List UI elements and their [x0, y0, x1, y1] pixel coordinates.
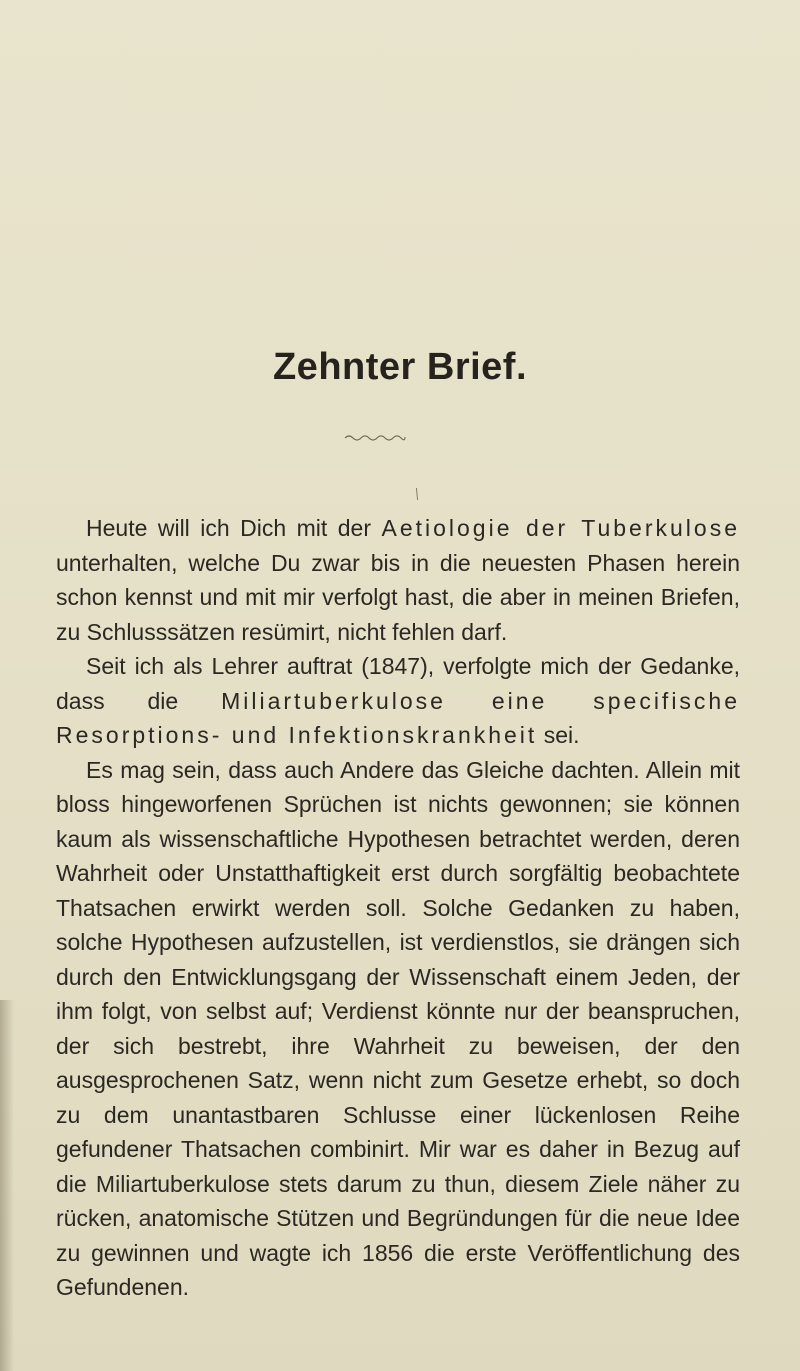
paragraph-2 [56, 649, 740, 753]
title-ornament-flourish [344, 432, 406, 442]
paragraph-2-part-1: Seit ich als Lehrer auftrat (1847), verfolgte mich der Gedanke, dass die [56, 653, 740, 714]
chapter-title: Zehnter Brief. [272, 346, 528, 388]
paragraph-1-part-3: unterhalten, welche Du zwar bis in die neuesten Phasen herein schon kennst und mit mir verfolgt hast, die aber in meinen Briefen, zu Schlusssätzen resümirt, nicht fehlen darf. [56, 549, 740, 645]
binding-shadow [0, 1000, 14, 1371]
paragraph-2-part-3: sei. [537, 722, 580, 748]
paragraph-1-emphasis: Aetiologie der Tuberkulose [381, 515, 740, 541]
paragraph-3-text: Es mag sein, dass auch Andere das Gleiche dachten. Allein mit bloss hingeworfenen Sprüchen ist nichts gewonnen; sie können kaum als wissenschaftliche Hypothesen betrachtet werden, deren Wahrheit oder Unstatthaftigkeit erst durch sorgfältig beobachtete Thatsachen erwirkt werden soll. Solche Gedanken zu haben, solche Hypothesen aufzustellen, ist verdienstlos, sie drängen sich durch den Entwicklungsgang der Wissenschaft einem Jeden, der ihm folgt, von selbst auf; Verdienst könnte nur der beanspruchen, der sich bestrebt, ihre Wahrheit zu beweisen, der den ausgesprochenen Satz, wenn nicht zum Gesetze erhebt, so doch zu dem unantastbaren Schlusse einer lückenlosen Reihe gefundener Thatsachen combinirt. Mir war es daher in Bezug auf die Miliartuberkulose stets darum zu thun, diesem Ziele näher zu rücken, anatomische Stützen und Begründungen für die neue Idee zu gewinnen und wagte ich 1856 die erste Veröffentlichung des Gefundenen. [56, 756, 740, 1300]
paragraph-1 [56, 511, 740, 649]
paragraph-1-part-1: Heute will ich Dich mit der [86, 515, 382, 541]
paragraph-3 [56, 753, 740, 1305]
stray-print-mark [416, 488, 418, 500]
letter-body [56, 511, 740, 1305]
paragraph-2-emphasis: Miliartuberkulose eine specifische Resorptions- und Infektionskrankheit [56, 687, 741, 748]
